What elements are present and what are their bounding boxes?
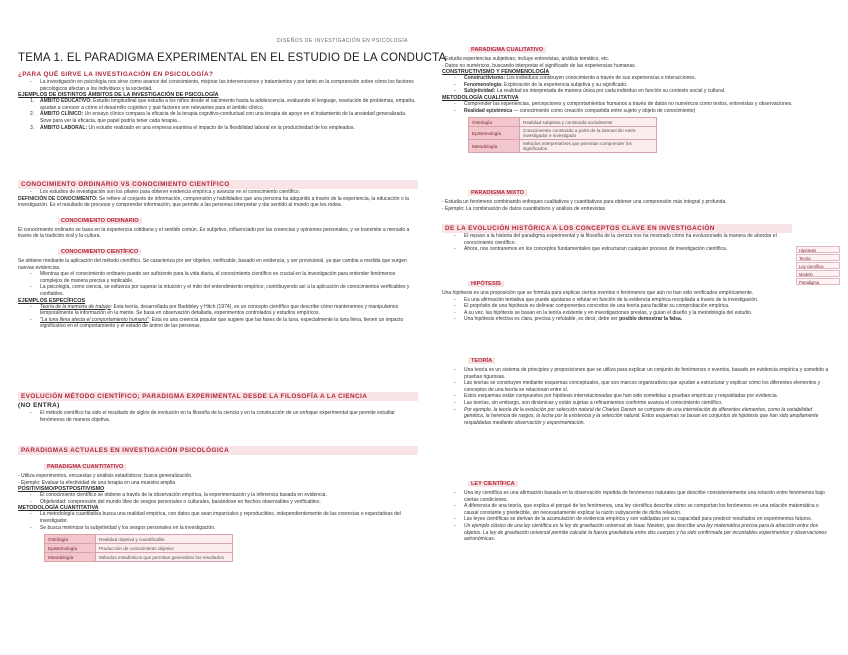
list-item: 2. ÁMBITO CLÍNICO: Un ensayo clínico compara la eficacia de la terapia cognitivo-conductual con una terapia de apoyo en el tratamiento de la ansiedad generalizada. Sirve para ver la eficacia, que papel podría tener cada terapia... bbox=[30, 111, 407, 124]
running-header: DISEÑOS DE INVESTIGACIÓN EN PSICOLOGÍA bbox=[277, 38, 408, 44]
list-item: - Se busca minimizar la subjetividad y los sesgos personales en la investigación. bbox=[18, 525, 418, 532]
section-ley-cientifica bbox=[442, 472, 832, 543]
list-item: 1. ÁMBITO EDUCATIVO: Estudio longitudinal que estudia a los niños desde el nacimiento hasta la adolescencia, evaluando el lenguaje, resolución de problemas, empatía, ayudan a conocer a cómo el desarrollo cognitivo y qué factores son relevantes para el ámbito clínico. bbox=[30, 98, 416, 111]
section-heading: ¿PARA QUÉ SIRVE LA INVESTIGACIÓN EN PSICOLOGÍA? bbox=[18, 71, 214, 78]
list-item: - "La luna llena afecta el comportamiento humano": Esta es una creencia popular que sugiere que las fases de la luna, especialmente la luna llena, tienen un impacto significativo en el comportamiento y el estado de ánimo de las personas. bbox=[18, 317, 418, 330]
concept-item: Ley científica bbox=[796, 262, 840, 269]
text-line: - Ejemplo: Evaluar la efectividad de una terapia en una muestra amplia bbox=[18, 479, 176, 486]
subheading: LEY CIENTÍFICA bbox=[468, 481, 518, 487]
concept-item: Paradigma bbox=[796, 278, 840, 285]
example-text: - Por ejemplo, la teoría de la evolución por selección natural de Charles Darwin se compone de una interrelación de diferentes elementos, como la variabilidad genética, la herencia de rasgos, la lucha por la existencia y la selección natural. Estos esquemas se basan en conjuntos de hipótesis que han sido ampliamente respaldadas mediante observación y experimentación. bbox=[442, 407, 832, 427]
table-row: Ontología Realidad objetiva y cuantificable bbox=[45, 535, 233, 544]
section-evolucion-historica bbox=[442, 224, 792, 253]
subheading: EJEMPLOS DE DISTINTOS ÁMBITOS DE LA INVESTIGACIÓN DE PSICOLOGÍA bbox=[18, 92, 219, 99]
list-item: - Objetividad: comprensión del mundo libre de sesgos personales o culturales, basándose en hechos observables y verificables. bbox=[18, 499, 418, 506]
table-row: Metodología Métodos interpretativos que permitan comprender los significados bbox=[469, 140, 657, 153]
section-conocimiento bbox=[18, 180, 418, 330]
list-item: 3. ÁMBITO LABORAL: Un estudio realizado en una empresa examina el impacto de la flexibilidad laboral en la productividad de los empleados. bbox=[30, 124, 355, 131]
subheading: PARADIGMA CUANTITATIVO bbox=[44, 464, 126, 470]
subheading: EJEMPLOS ESPECÍFICOS bbox=[18, 297, 86, 304]
list-item: - Comprender las experiencias, percepciones y comportamientos humanos a través de datos no numéricos como textos, entrevistas y observaciones. bbox=[442, 101, 832, 108]
paradigm-table bbox=[468, 117, 657, 153]
paragraph: Se obtiene mediante la aplicación del método científico. Se caracteriza por ser objetivo, verificable, basado en evidencia, y ser provisional, ya que cambia a medida que surgen nuevas evidencias. bbox=[18, 257, 407, 271]
list-item: - La metodología cuantitativa busca una realidad empírica, con datos que sean imparciales y reproducibles, independientemente de las creencias o expectativas del investigador. bbox=[18, 511, 418, 524]
list-item: - A su vez, las hipótesis se basan en la teoría existente y en investigaciones previas, y guían el diseño y la metodología del estudio. bbox=[442, 310, 832, 317]
list-item: - Es una afirmación tentativa que puede ajustarse o refutar en función de la evidencia empírica recopilada a través de la investigación. bbox=[442, 297, 832, 304]
section-cualitativo bbox=[442, 38, 832, 153]
list-item: - Las leyes científicas se derivan de la acumulación de evidencia empírica y son validadas por su capacidad para predecir resultados en experimentos futuros. bbox=[442, 516, 832, 523]
text-line: - Datos no numéricos, buscando interpretar el significado de las experiencias humanas. bbox=[442, 62, 636, 69]
section-heading: PARADIGMAS ACTUALES EN INVESTIGACIÓN PSICOLÓGICA bbox=[18, 446, 418, 455]
subheading: PARADIGMA CUALITATIVO bbox=[468, 47, 546, 53]
list-item: - El repaso a la historia del paradigma experimental y la filosofía de la ciencia nos ha mostrado cómo ha evolucionado la manera de abordar el conocimiento científico. bbox=[442, 233, 792, 246]
list-item: - Estos esquemas están compuestos por hipótesis interrelacionadas que han sido sometidas a pruebas empíricas y respaldadas por evidencia. bbox=[442, 393, 832, 400]
list-item: - Una hipótesis efectiva es clara, precisa y refutable, es decir, debe ser posible demostrar la falsa. bbox=[442, 316, 832, 323]
example-text: - Un ejemplo clásico de una ley científica es la ley de gravitación universal de Isaac Newton, que describe una ley matemática precisa para la atracción entre dos objetos. La ley de gravitación universal permite calcular la fuerza gravitatoria entre dos cuerpos y ha sido confirmada por incontables experimentos y observaciones astronómicas. bbox=[442, 523, 832, 543]
subheading: TEORÍA bbox=[468, 358, 495, 364]
paragraph: Una hipótesis es una proposición que se formula para explicar ciertos eventos o fenómenos que aún no han sido verificados empíricamente. bbox=[442, 290, 754, 296]
list-item: - Las teorías se construyen mediante esquemas conceptuales, que son marcos organizativos que ayudan a estructurar y explicar cómo los diferentes elementos y conceptos de una teoría se relacionan entre sí. bbox=[442, 380, 832, 393]
list-item: - La psicología, como ciencia, se esfuerza por superar la intuición y el mito del entendimiento empírico, contribuyendo así a la aplicación de conocimientos verificables y confiables. bbox=[18, 284, 418, 297]
section-teoria bbox=[442, 349, 832, 426]
table-row: Ontología Realidad subjetiva y construida socialmente bbox=[469, 118, 657, 127]
text-line: - Ejemplo: La combinación de datos cuantitativos y análisis de entrevistas bbox=[442, 205, 606, 212]
list-item: - Realidad epistémica — conocimiento como creación compartida entre sujeto y objeto de conocimiento) bbox=[442, 108, 832, 115]
page-title: TEMA 1. EL PARADIGMA EXPERIMENTAL EN EL ESTUDIO DE LA CONDUCTA bbox=[18, 52, 447, 64]
section-heading: EVOLUCIÓN MÉTODO CIENTÍFICO; PARADIGMA EXPERIMENTAL DESDE LA FILOSOFÍA A LA CIENCIA bbox=[18, 392, 418, 401]
paragraph: - El método científico ha sido el resultado de siglos de evolución en la filosofía de la ciencia y en la construcción de un enfoque experimental que permite estudiar fenómenos de manera objetiva. bbox=[18, 410, 418, 423]
list-item: - Constructivismo: Los individuos construyen conocimiento a través de sus experiencias e interacciones. bbox=[442, 75, 832, 82]
list-item: - Una teoría es un sistema de principios y proposiciones que se utiliza para explicar un conjunto de fenómenos o eventos, basado en evidencia empírica y sometido a pruebas rigurosas. bbox=[442, 367, 832, 380]
subheading: CONOCIMIENTO ORDINARIO bbox=[58, 218, 142, 224]
section-heading: DE LA EVOLUCIÓN HISTÓRICA A LOS CONCEPTOS CLAVE EN INVESTIGACIÓN bbox=[442, 224, 792, 233]
list-item: - El propósito de una hipótesis es delinear componentes concretos de una teoría para facilitar su comprobación empírica. bbox=[442, 303, 832, 310]
list-item: - Las teorías, sin embargo, son dinámicas y están sujetas a refinamientos conforme avanza el conocimiento científico. bbox=[442, 400, 832, 407]
section-why-research bbox=[18, 70, 418, 131]
paragraph: - Los estudios de investigación son los pilares para obtener evidencia empírica y avanzar en el conocimiento científico. bbox=[18, 189, 418, 196]
subheading: METODOLOGÍA CUANTITATIVA bbox=[18, 505, 99, 512]
list-item: - Ahora, nos centraremos en los conceptos fundamentales que estructuran cualquier proceso de investigación científica. bbox=[442, 246, 792, 253]
paragraph: - La investigación en psicología nos sirve como avance del conocimiento, mejorar las intervenciones y tratamientos y por tanto en la comprensión sobre cómo los factores psicológicos afectan a los individuos y la sociedad. bbox=[18, 79, 418, 92]
section-heading: CONOCIMIENTO ORDINARIO VS CONOCIMIENTO CIENTÍFICO bbox=[18, 180, 418, 189]
list-item: - A diferencia de una teoría, que explica el porqué de los fenómenos, una ley científica describe cómo se comportan los fenómenos en una relación matemática o causal constante y predecible, sin necesariamente explicar la razón subyacente de dicha relación. bbox=[442, 503, 832, 516]
text-line: - Estudia un fenómeno combinando enfoques cualitativos y cuantitativos para obtener una comprensión más integral y profunda. bbox=[442, 199, 727, 205]
concept-item: Teoría bbox=[796, 254, 840, 261]
subheading: CONOCIMIENTO CIENTÍFICO bbox=[58, 249, 141, 255]
concept-item: Modelo bbox=[796, 270, 840, 277]
paragraph: El conocimiento ordinario se basa en la experiencia cotidiana y el sentido común. Es subjetivo, influenciado por las creencias y opiniones personales, y se transmite a menudo a través de la tradición oral y la cultura. bbox=[18, 226, 410, 240]
list-item: - Fenomenología: Exploración de la experiencia subjetiva y su significado. bbox=[442, 82, 832, 89]
subheading: PARADIGMA MIXTO bbox=[468, 190, 527, 196]
table-row: Epistemología Conocimiento construido a partir de la interacción entre investigador e investigado bbox=[469, 127, 657, 140]
section-evolucion-metodo bbox=[18, 392, 418, 423]
definition: DEFINICIÓN DE CONOCIMIENTO: Se refiere al conjunto de información, comprensión y habilidades que una persona ha adquirido a través de la experiencia, la educación o la investigación. Es el resultado de procesar y comprender información, que permite a las personas interpretar y dar sentido al mundo que les rodea. bbox=[18, 195, 409, 209]
paradigm-table bbox=[44, 534, 233, 562]
list-item: - Mientras que el conocimiento ordinario puede ser suficiente para la vida diaria, el conocimiento científico es crucial en la investigación para entender fenómenos complejos de manera precisa y replicable. bbox=[18, 271, 418, 284]
list-item: - Subjetividad: La realidad es interpretada de manera única por cada individuo en función su contexto social y cultural. bbox=[442, 88, 832, 95]
subheading: HIPÓTESIS bbox=[468, 281, 504, 287]
table-row: Metodología Métodos estadísticos que permitan generalizar los resultados bbox=[45, 553, 233, 562]
table-row: Epistemología Producción de conocimiento objetivo bbox=[45, 544, 233, 553]
subheading: METODOLOGÍA CUALITATIVA bbox=[442, 94, 519, 101]
concept-item: Hipótesis bbox=[796, 246, 840, 253]
subheading: CONSTRUCTIVISMO Y FENOMENOLOGÍA bbox=[442, 69, 550, 76]
list-item: - El conocimiento científico se obtiene a través de la observación empírica, la experimentación y la inferencia basada en evidencia. bbox=[18, 492, 418, 499]
section-subheading: (NO ENTRA) bbox=[18, 402, 60, 409]
section-paradigmas bbox=[18, 446, 418, 562]
list-item: - Teoría de la memoria de trabajo: Esta teoría, desarrollada por Baddeley y Hitch (1974), es un concepto científico que describe cómo mantenemos y manipulamos temporalmente la información en la mente. Se basa en observación detallada, experimentos controlados y estudios empíricos. bbox=[18, 304, 418, 317]
text-line: - Utiliza experimentos, encuestas y análisis estadísticos; busca generalización. bbox=[18, 473, 193, 479]
list-item: - Una ley científica es una afirmación basada en la observación repetida de fenómenos naturales que describe consistentemente una relación entre fenómenos bajo ciertas condiciones. bbox=[442, 490, 832, 503]
section-hipotesis bbox=[442, 272, 832, 323]
text-line: - Estudia experiencias subjetivas; incluye entrevistas, análisis temático, etc. bbox=[442, 56, 610, 62]
subheading: POSITIVISMO/POSTPOSITIVISMO bbox=[18, 486, 105, 493]
section-mixto bbox=[442, 181, 832, 212]
